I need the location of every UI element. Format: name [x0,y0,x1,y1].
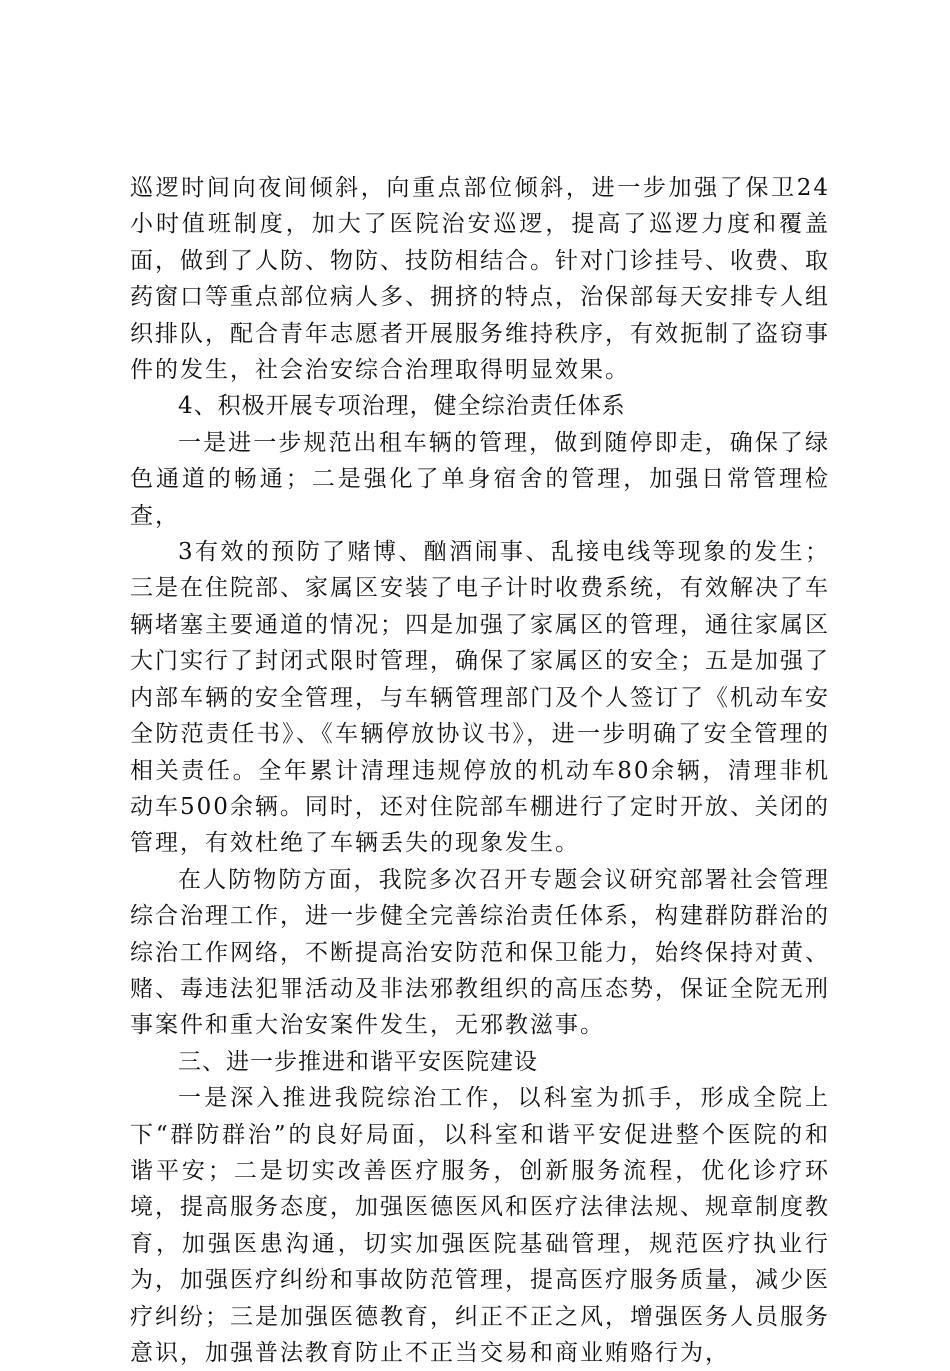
document-body [130,170,830,1371]
paragraph-vehicle-management: 一是进一步规范出租车辆的管理，做到随停即走，确保了绿色通道的畅通；二是强化了单身宿舍的管理，加强日常管理检查， [130,429,830,529]
section-heading-harmonious-hospital: 三、进一步推进和谐平安医院建设 [178,1048,538,1075]
paragraph-patrol: 巡逻时间向夜间倾斜，向重点部位倾斜，进一步加强了保卫24小时值班制度，加大了医院治安巡逻，提高了巡逻力度和覆盖面，做到了人防、物防、技防相结合。针对门诊挂号、收费、取药窗口等重点部位病人多、拥挤的特点，治保部每天安排专人组织排队，配合青年志愿者开展服务维持秩序，有效扼制了盗窃事件的发生，社会治安综合治理取得明显效果。 [130,175,830,384]
paragraph-civil-defense: 在人防物防方面，我院多次召开专题会议研究部署社会管理综合治理工作，进一步健全完善综治责任体系，构建群防群治的综治工作网络，不断提高治安防范和保卫能力，始终保持对黄、赌、毒违法犯罪活动及非法邪教组织的高压态势，保证全院无刑事案件和重大治安案件发生，无邪教滋事。 [130,866,830,1039]
section-heading-special-governance: 4、积极开展专项治理，健全综治责任体系 [178,393,626,420]
paragraph-prevention-measures: 3有效的预防了赌博、酗酒闹事、乱接电线等现象的发生；三是在住院部、家属区安装了电子计时收费系统，有效解决了车辆堵塞主要通道的情况；四是加强了家属区的管理，通往家属区大门实行了封闭式限时管理，确保了家属区的安全；五是加强了内部车辆的安全管理，与车辆管理部门及个人签订了《机动车安全防范责任书》、《车辆停放协议书》，进一步明确了安全管理的相关责任。全年累计清理违规停放的机动车80余辆，清理非机动车500余辆。同时，还对住院部车棚进行了定时开放、关闭的管理，有效杜绝了车辆丢失的现象发生。 [130,539,830,857]
paragraph-hospital-building: 一是深入推进我院综治工作，以科室为抓手，形成全院上下“群防群治”的良好局面，以科室和谐平安促进整个医院的和谐平安；二是切实改善医疗服务，创新服务流程，优化诊疗环境，提高服务态度，加强医德医风和医疗法律法规、规章制度教育，加强医患沟通，切实加强医院基础管理，规范医疗执业行为，加强医疗纠纷和事故防范管理，提高医疗服务质量，减少医疗纠纷；三是加强医德教育，纠正不正之风，增强医务人员服务意识，加强普法教育防止不正当交易和商业贿赂行为， [130,1085,830,1366]
